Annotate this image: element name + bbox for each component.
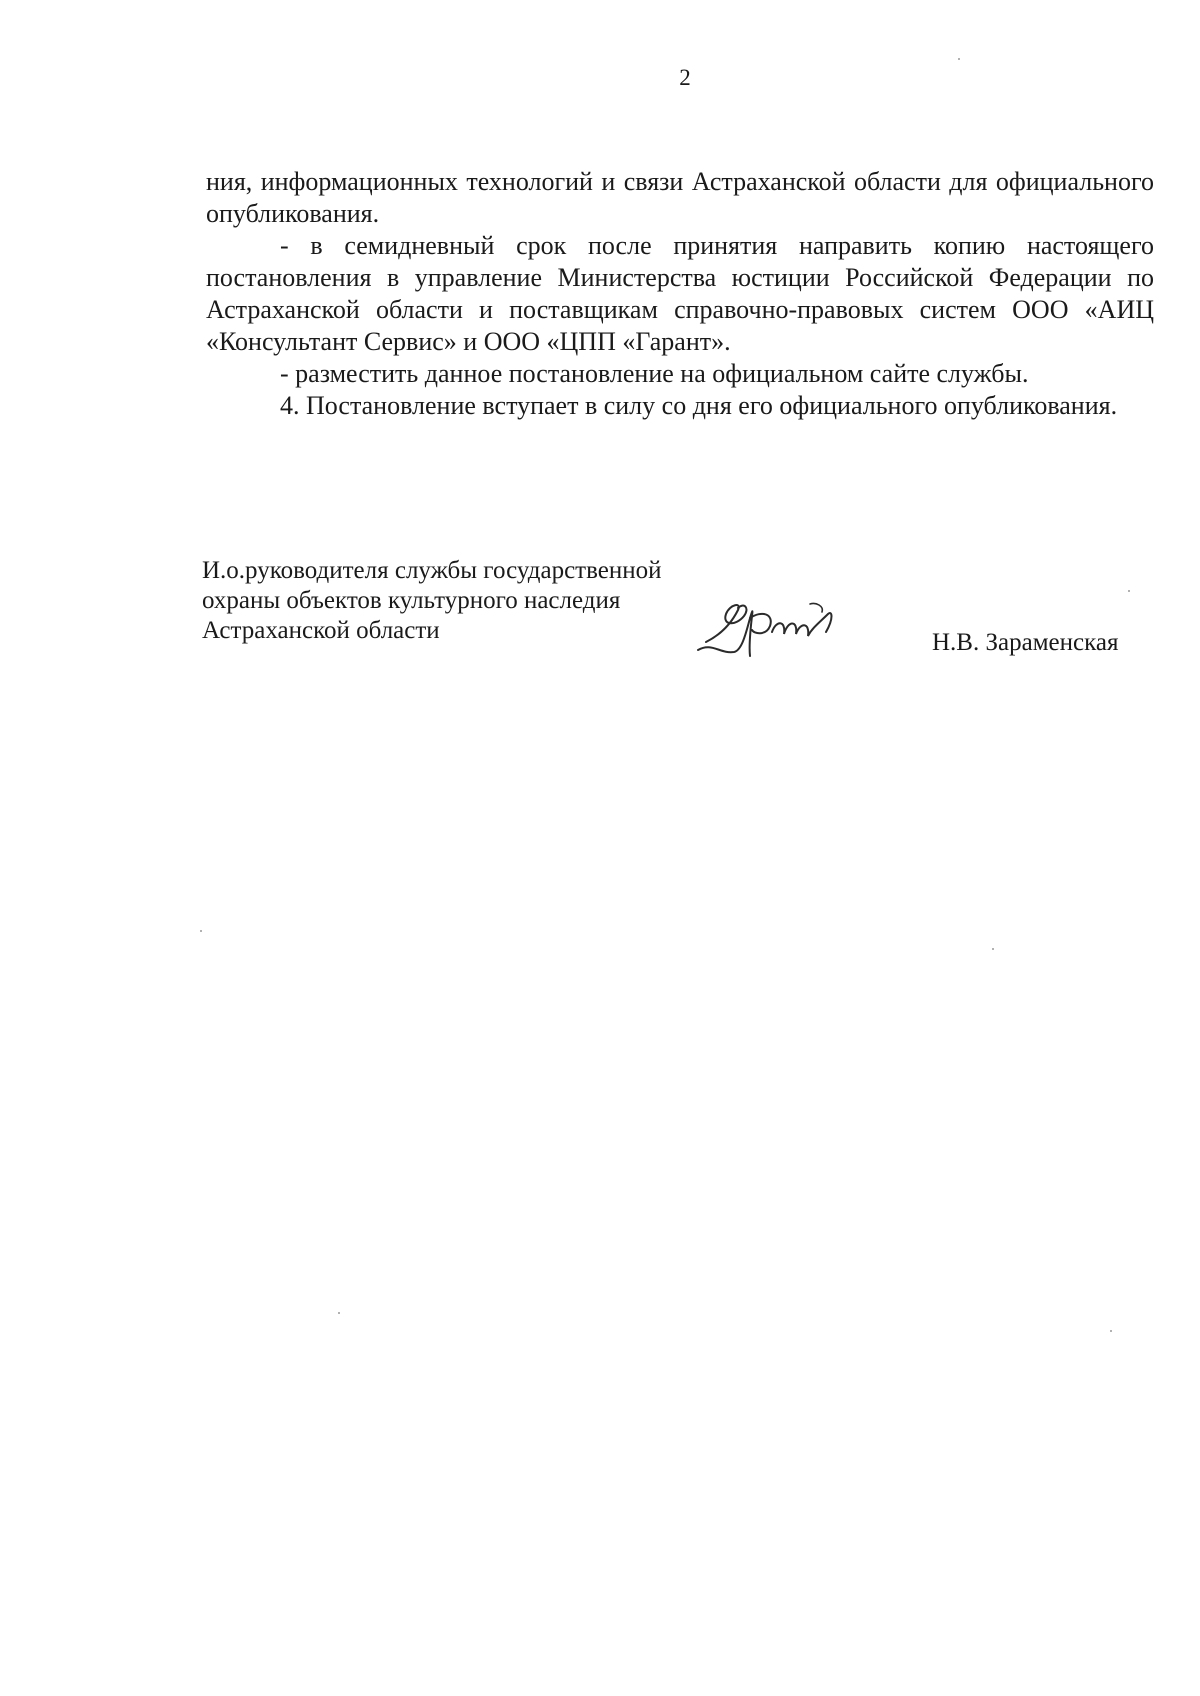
- scan-speck: [338, 1312, 340, 1314]
- signer-position-line: И.о.руководителя службы государственной: [202, 557, 662, 584]
- signer-position-line: охраны объектов культурного наследия: [202, 587, 621, 614]
- scan-speck: [958, 58, 960, 60]
- scan-speck: [992, 948, 994, 950]
- signature-block: [202, 556, 1162, 676]
- signer-position-line: Астраханской области: [202, 617, 440, 644]
- handwritten-signature-icon: [692, 592, 842, 662]
- paragraph-send-copy: - в семидневный срок после принятия направить копию настоящего постановления в управление Министерства юстиции Российской Федерации по Астраханской области и поставщикам справочно-правовых систем ООО «АИЦ «Консультант Сервис» и ООО «ЦПП «Гарант».: [206, 231, 1154, 356]
- signer-position: [202, 556, 662, 646]
- paragraph-publish-on-site: - разместить данное постановление на официальном сайте службы.: [280, 359, 1029, 388]
- paragraph-effective-date: 4. Постановление вступает в силу со дня его официального опубликования.: [280, 391, 1118, 420]
- signer-name: Н.В. Зараменская: [932, 629, 1119, 656]
- paragraph-continuation: ния, информационных технологий и связи Астраханской области для официального опубликования.: [206, 167, 1154, 228]
- page-number: 2: [679, 65, 691, 90]
- document-body: [206, 166, 1154, 422]
- scan-speck: [200, 930, 202, 932]
- scan-speck: [1110, 1330, 1112, 1332]
- scan-speck: [1128, 590, 1130, 592]
